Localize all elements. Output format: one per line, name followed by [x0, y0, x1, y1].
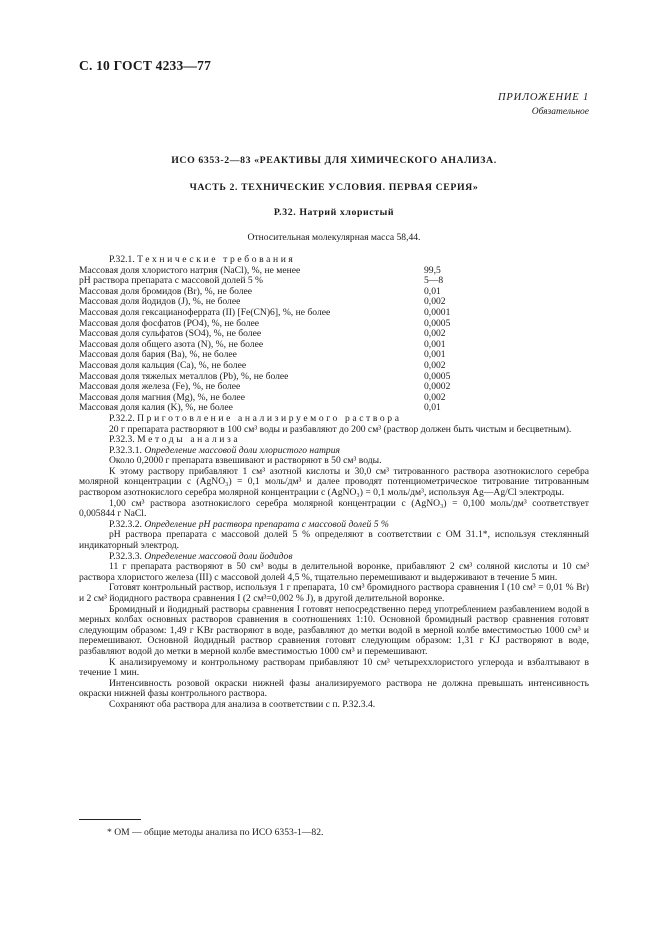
- paragraph: Готовят контрольный раствор, используя 1 г препарата, 10 см³ бромидного раствора сравнения I (10 см³ = 0,01 % Br) и 2 см³ йодидного раствора сравнения I (2 см³=0,002 % J), в другой делительной воронке.: [79, 582, 589, 604]
- requirements-table: [79, 266, 589, 414]
- requirement-row: Массовая доля бромидов (Br), %, не более 0,01: [79, 285, 441, 297]
- requirement-row: Массовая доля магния (Mg), %, не более 0,002: [79, 391, 446, 403]
- paragraph: Около 0,2000 г препарата взвешивают и растворяют в 50 см³ воды.: [109, 455, 382, 467]
- tech-requirements-heading: [79, 255, 589, 266]
- prep-text: 20 г препарата растворяют в 100 см³ воды и разбавляют до 200 см³ (раствор должен быть чистым и бесцветным).: [109, 423, 572, 435]
- requirement-row: Массовая доля йодидов (J), %, не более 0,002: [79, 296, 446, 308]
- paragraph: Сохраняют оба раствора для анализа в соответствии с п. Р.32.3.4.: [109, 698, 376, 710]
- page-header: С. 10 ГОСТ 4233—77: [79, 58, 212, 73]
- requirement-row: Массовая доля хлористого натрия (NaCl), %, не менее 99,5: [79, 264, 441, 276]
- document-body: [79, 255, 589, 711]
- requirement-row: Массовая доля общего азота (N), %, не более 0,001: [79, 338, 446, 350]
- paragraph: Бромидный и йодидный растворы сравнения I готовят непосредственно перед употреблением разбавлением водой в мерных колбах основных растворов сравнения в соотношениях 1:10. Основной бромидный раствор сравнения готовят следующим образом: 1,49 г KBr растворяют в воде, разбавляют до метки водой в мерной колбе вместимостью 1000 см³ и перемешивают. Основной йодидный раствор сравнения готовят следующим образом: 1,31 г KJ растворяют в воде, разбавляют водой до метки в мерной колбе вместимостью 1000 см³ и перемешивают.: [79, 603, 589, 657]
- paragraph: 11 г препарата растворяют в 50 см³ воды в делительной воронке, прибавляют 2 см³ соляной кислоты и 10 см³ раствора хлористого железа (III) с массовой долей 4,5 %, тщательно перемешивают и выдерживают в течение 5 мин.: [79, 561, 589, 583]
- appendix-title: ПРИЛОЖЕНИЕ 1: [498, 92, 589, 103]
- requirement-row: Массовая доля железа (Fe), %, не более 0,0002: [79, 381, 451, 393]
- appendix-label: [498, 93, 589, 117]
- requirement-row: Массовая доля гексацианоферрата (II) [Fe(CN)6], %, не более 0,0001: [79, 306, 451, 318]
- requirement-row: pH раствора препарата с массовой долей 5 % 5—8: [79, 275, 444, 287]
- appendix-subtitle: Обязательное: [531, 106, 589, 117]
- section-title: Р.32. Натрий хлористый: [273, 207, 395, 218]
- subsection-heading: Р.32.3.3. Определение массовой доли йодидов: [109, 550, 293, 562]
- paragraph: Интенсивность розовой окраски нижней фазы анализируемого раствора не должна превышать интенсивность окраски нижней фазы контрольного раствора.: [79, 677, 589, 700]
- paragraph: 1,00 см³ раствора азотнокислого серебра молярной концентрации c (AgNO₃) = 0,100 моль/дм³ соответствует 0,005844 г NaCl.: [79, 497, 589, 520]
- footnote: * ОМ — общие методы анализа по ИСО 6353-1—82.: [107, 827, 324, 838]
- footnote-separator: [79, 819, 141, 820]
- subsection-heading: Р.32.3.2. Определение pH раствора препарата с массовой долей 5 %: [109, 518, 389, 530]
- paragraph: pH раствора препарата с массовой долей 5 % определяют в соответствии с ОМ 31.1*, используя стеклянный индикаторный электрод.: [79, 529, 589, 552]
- paragraph: К этому раствору прибавляют 1 см³ азотной кислоты и 30,0 см³ титрованного раствора азотнокислого серебра молярной концентрации c (AgNO₃) = 0,1 моль/дм³ и далее проводят потенциометрическое титрование титрованным раствором азотнокислого серебра молярной концентрации c (AgNO₃) = 0,1 моль/дм³, используя Ag—Ag/Cl электроды.: [79, 465, 589, 499]
- requirement-row: Массовая доля фосфатов (PO4), %, не более 0,0005: [79, 317, 451, 329]
- clause-heading: Технические требования: [137, 254, 296, 265]
- methods-heading: Р.32.3. Методы анализа: [109, 434, 241, 446]
- prep-heading: Р.32.2. Приготовление анализируемого раствора: [109, 412, 402, 424]
- requirement-row: Массовая доля бария (Ba), %, не более 0,001: [79, 349, 446, 361]
- requirement-row: Массовая доля калия (K), %, не более 0,01: [79, 402, 441, 414]
- molecular-mass: Относительная молекулярная масса 58,44.: [247, 232, 421, 243]
- requirement-row: Массовая доля кальция (Ca), %, не более 0,002: [79, 359, 446, 371]
- standard-title-line2: ЧАСТЬ 2. ТЕХНИЧЕСКИЕ УСЛОВИЯ. ПЕРВАЯ СЕРИЯ»: [189, 182, 479, 193]
- paragraph: К анализируемому и контрольному растворам прибавляют 10 см³ четыреххлористого углерода и взбалтывают в течение 1 мин.: [79, 656, 589, 679]
- standard-title-line1: ИСО 6353-2—83 «РЕАКТИВЫ ДЛЯ ХИМИЧЕСКОГО АНАЛИЗА.: [171, 155, 497, 166]
- subsection-heading: Р.32.3.1. Определение массовой доли хлористого натрия: [109, 444, 340, 456]
- requirement-row: Массовая доля сульфатов (SO4), %, не более 0,002: [79, 328, 446, 340]
- clause-number: Р.32.1.: [109, 254, 135, 265]
- requirement-row: Массовая доля тяжелых металлов (Pb), %, не более 0,0005: [79, 370, 451, 382]
